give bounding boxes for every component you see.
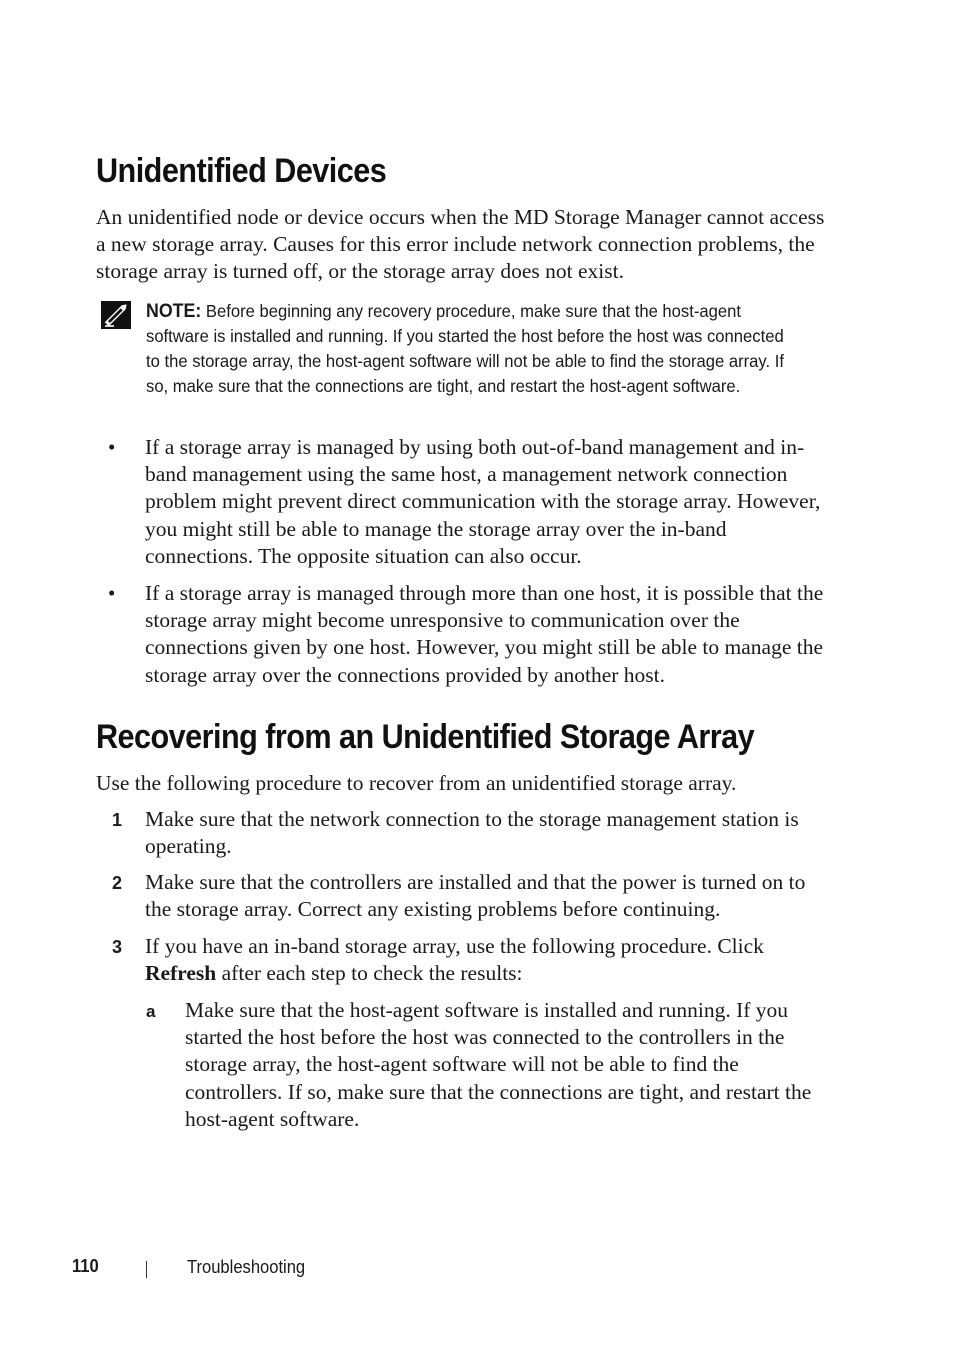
step-3-text-after: after each step to check the results: [216, 961, 523, 986]
step-2-text: Make sure that the controllers are installed and that the power is turned on to the storage array. Correct any existing problems before continuing. [145, 870, 806, 922]
substep-a-text: Make sure that the host-agent software is installed and running. If you started the host before the host was connected to the controllers in the storage array, the host-agent software will not be able to find the controllers. If so, make sure that the connections are tight, and restart the host-agent software. [185, 998, 812, 1131]
bullet-item-2: If a storage array is managed through more than one host, it is possible that the storage array might become unresponsive to communication over the connections given by one host. However, you might still be able to manage the storage array over the connections provided by another host. [145, 581, 824, 687]
procedure-intro: Use the following procedure to recover from an unidentified storage array. [96, 771, 737, 795]
footer-section-name: Troubleshooting [187, 1257, 306, 1277]
footer-separator [146, 1261, 147, 1278]
bullet-marker: • [108, 581, 116, 605]
intro-paragraph: An unidentified node or device occurs when the MD Storage Manager cannot access a new storage array. Causes for this error include network connection problems, the storage array is turned off, or the storage array does not exist. [96, 205, 825, 284]
step-number-2: 2 [112, 873, 123, 893]
refresh-command: Refresh [145, 961, 217, 986]
substep-letter-a: a [146, 1002, 156, 1021]
note-label: NOTE: [146, 301, 202, 322]
step-3-text-before: If you have an in-band storage array, use the following procedure. Click [145, 934, 764, 958]
bullet-item-1: If a storage array is managed by using both out-of-band management and in-band management using the same host, a management network connection problem might prevent direct communication with the storage array. However, you might still be able to manage the storage array over the in-band connections. The opposite situation can also occur. [145, 435, 821, 568]
step-1-text: Make sure that the network connection to the storage management station is operating. [145, 807, 799, 859]
step-3-text [145, 933, 825, 987]
bullet-marker: • [108, 435, 116, 459]
page-number: 110 [72, 1256, 99, 1276]
note-body: Before beginning any recovery procedure, make sure that the host-agent software is installed and running. If you started the host before the host was connected to the storage array, the host-agent software will not be able to find the storage array. If so, make sure that the connections are tight, and restart the host-agent software. [146, 301, 784, 396]
step-number-3: 3 [112, 937, 123, 957]
note-callout [146, 299, 801, 399]
step-number-1: 1 [112, 810, 123, 830]
section-heading-unidentified-devices: Unidentified Devices [96, 152, 387, 190]
pencil-note-icon [100, 300, 132, 330]
section-heading-recovering: Recovering from an Unidentified Storage Array [96, 718, 755, 756]
